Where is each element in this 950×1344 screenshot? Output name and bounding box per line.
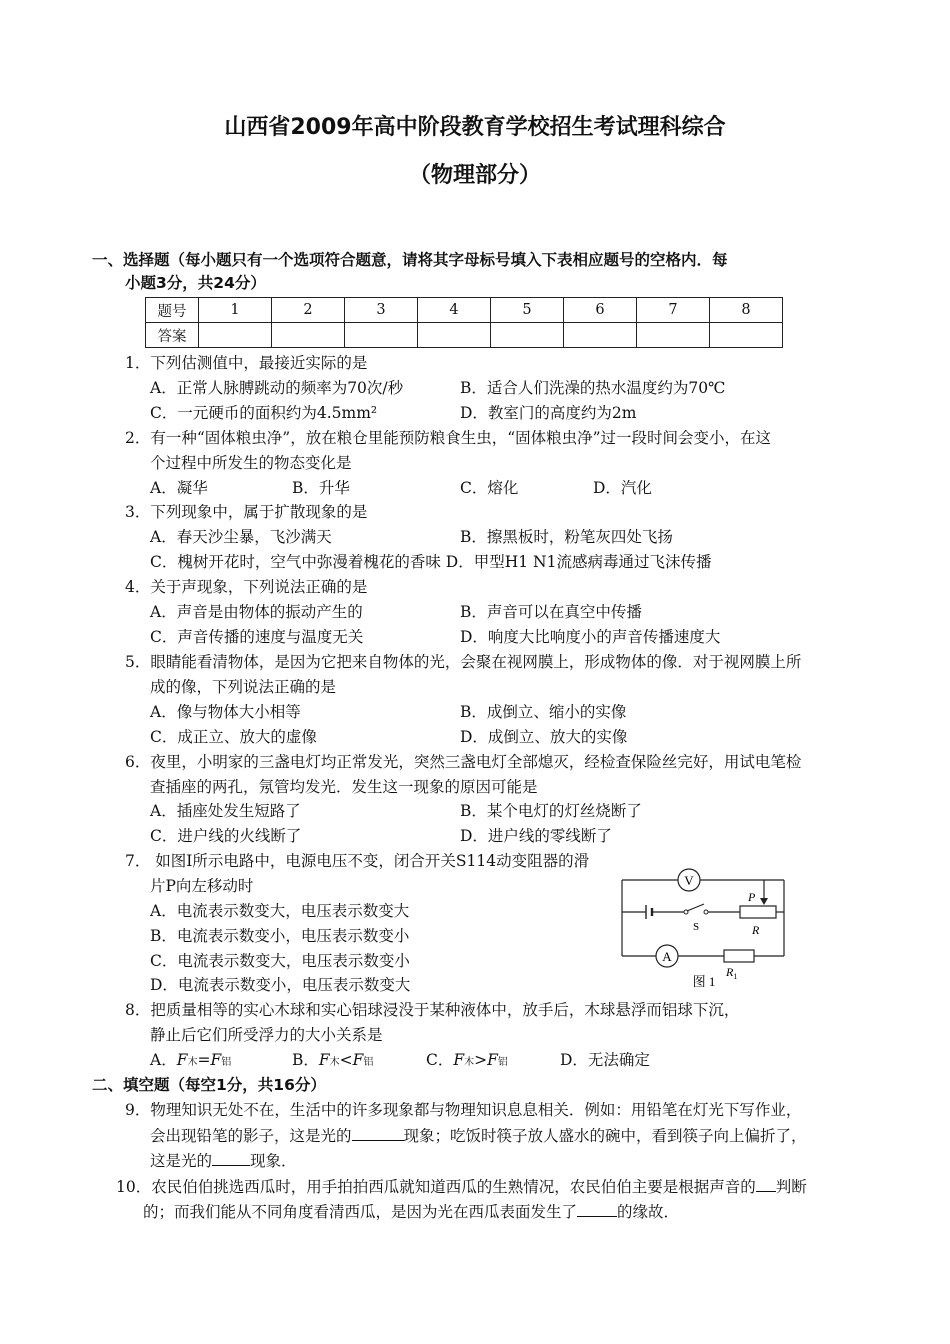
q5-stem-line2: 成的像，下列说法正确的是 <box>150 678 337 696</box>
q3-stem: 3．下列现象中，属于扩散现象的是 <box>125 503 368 521</box>
q7-option-c: C．电流表示数变大，电压表示数变小 <box>150 952 410 970</box>
page-title: 山西省2009年高中阶段教育学校招生考试理科综合 <box>224 115 726 140</box>
q5-option-a: A．像与物体大小相等 <box>150 703 301 721</box>
fill-blank[interactable] <box>352 1124 404 1141</box>
q2-stem-line2: 个过程中所发生的物态变化是 <box>150 454 352 472</box>
slider-arrow-icon <box>760 898 768 905</box>
table-header-cell: 答案 <box>146 323 199 348</box>
q2-stem-line1: 2．有一种“固体粮虫净”，放在粮仓里能预防粮食生虫，“固体粮虫净”过一段时间会变小，在这 <box>125 429 772 447</box>
q7-stem-line2: 片P向左移动时 <box>150 877 254 895</box>
section1-heading-line1: 一、选择题（每小题只有一个选项符合题意，请将其字母标号填入下表相应题号的空格内．每 <box>92 251 728 269</box>
question-number-cell: 8 <box>710 298 783 323</box>
question-number-cell: 1 <box>199 298 272 323</box>
q7-option-d: D．电流表示数变小，电压表示数变大 <box>150 976 411 994</box>
answer-table-answer-row <box>146 323 783 348</box>
rheostat-label: R <box>752 923 760 937</box>
question-number-cell: 5 <box>491 298 564 323</box>
q3-option-b: B．擦黑板时，粉笔灰四处飞扬 <box>460 528 673 546</box>
q4-stem: 4．关于声现象，下列说法正确的是 <box>125 578 368 596</box>
q6-option-a: A．插座处发生短路了 <box>150 802 301 820</box>
switch-label: S <box>692 921 700 933</box>
question-number-cell: 6 <box>564 298 637 323</box>
answer-cell[interactable] <box>637 323 710 348</box>
q6-option-b: B．某个电灯的灯丝烧断了 <box>460 802 642 820</box>
question-number-cell: 7 <box>637 298 710 323</box>
q6-stem-line1: 6．夜里，小明家的三盏电灯均正常发光，突然三盏电灯全部熄灭，经检查保险丝完好，用试电笔检 <box>125 753 802 771</box>
switch-icon <box>687 904 704 911</box>
answer-cell[interactable] <box>199 323 272 348</box>
q2-option-b: B．升华 <box>292 479 350 497</box>
q4-option-a: A．声音是由物体的振动产生的 <box>150 603 363 621</box>
circuit-diagram <box>618 868 790 992</box>
table-header-cell: 题号 <box>146 298 199 323</box>
answer-table <box>145 297 783 348</box>
page-subtitle: （物理部分） <box>408 163 541 188</box>
question-number-cell: 2 <box>272 298 345 323</box>
voltmeter-label: V <box>684 873 694 888</box>
q2-option-d: D．汽化 <box>593 479 652 497</box>
answer-table-number-row <box>146 298 783 323</box>
q10-line2: 的；而我们能从不同角度看清西瓜，是因为光在西瓜表面发生了 的缘故． <box>143 1200 679 1223</box>
answer-cell[interactable] <box>491 323 564 348</box>
q1-stem: 1．下列估测值中，最接近实际的是 <box>125 354 368 372</box>
q4-option-d: D．响度大比响度小的声音传播速度大 <box>460 628 721 646</box>
answer-cell[interactable] <box>345 323 418 348</box>
q9-line2: 会出现铅笔的影子，这是光的 现象；吃饭时筷子放人盛水的碗中，看到筷子向上偏折了， <box>150 1124 807 1147</box>
q5-option-d: D．成倒立、放大的实像 <box>460 728 628 746</box>
q1-option-c: C．一元硬币的面积约为4.5mm² <box>150 404 378 422</box>
answer-cell[interactable] <box>418 323 491 348</box>
fill-blank[interactable] <box>577 1200 617 1217</box>
section2-heading: 二、填空题（每空1分，共16分） <box>92 1076 326 1094</box>
answer-cell[interactable] <box>710 323 783 348</box>
q8-option-c: C．F木>F铝 <box>426 1051 508 1069</box>
q1-option-d: D．教室门的高度约为2m <box>460 404 637 422</box>
q9-line3: 这是光的 现象． <box>150 1149 297 1172</box>
slider-label: P <box>748 890 756 904</box>
q8-stem-line1: 8．把质量相等的实心木球和实心铝球浸没于某种液体中，放手后，木球悬浮而铝球下沉， <box>125 1001 740 1019</box>
fill-blank[interactable] <box>212 1149 250 1166</box>
q9-line1: 9．物理知识无处不在，生活中的许多现象都与物理知识息息相关．例如：用铅笔在灯光下写作业， <box>125 1101 802 1119</box>
q2-option-a: A．凝华 <box>150 479 208 497</box>
section1-heading-line2: 小题3分，共24分） <box>125 274 266 292</box>
rheostat-icon <box>740 906 776 918</box>
resistor-label: $R_1$ <box>726 965 738 981</box>
q2-option-c: C．熔化 <box>460 479 519 497</box>
q5-option-b: B．成倒立、缩小的实像 <box>460 703 627 721</box>
q4-option-c: C．声音传播的速度与温度无关 <box>150 628 364 646</box>
q1-option-a: A．正常人脉膊跳动的频率为70次/秒 <box>150 379 404 397</box>
q3-option-a: A．春天沙尘暴，飞沙满天 <box>150 528 332 546</box>
answer-cell[interactable] <box>272 323 345 348</box>
q5-stem-line1: 5．眼睛能看清物体，是因为它把来自物体的光，会聚在视网膜上，形成物体的像．对于视网膜上所 <box>125 653 802 671</box>
answer-cell[interactable] <box>564 323 637 348</box>
switch-icon <box>704 910 708 914</box>
ammeter-label: A <box>662 949 672 964</box>
q7-option-b: B．电流表示数变小，电压表示数变小 <box>150 927 410 945</box>
q8-stem-line2: 静止后它们所受浮力的大小关系是 <box>150 1026 383 1044</box>
q3-option-cd: C．槐树开花时，空气中弥漫着槐花的香味 D．甲型H1 N1流感病毒通过飞沫传播 <box>150 553 712 571</box>
question-number-cell: 3 <box>345 298 418 323</box>
q6-option-d: D．进户线的零线断了 <box>460 827 612 845</box>
figure-caption: 图 1 <box>692 974 716 989</box>
question-number-cell: 4 <box>418 298 491 323</box>
fill-blank[interactable] <box>756 1175 776 1192</box>
q10-line1: 10．农民伯伯挑选西瓜时，用手拍拍西瓜就知道西瓜的生熟情况，农民伯伯主要是根据声音的 判断 <box>116 1175 807 1198</box>
q8-option-a: A．F木=F铝 <box>150 1051 232 1069</box>
q7-stem-line1: 7． 如图I所示电路中，电源电压不变，闭合开关S114动变阻器的滑 <box>125 852 590 870</box>
q5-option-c: C．成正立、放大的虚像 <box>150 728 317 746</box>
q1-option-b: B．适合人们洗澡的热水温度约为70℃ <box>460 379 726 397</box>
q6-option-c: C．进户线的火线断了 <box>150 827 302 845</box>
q6-stem-line2: 查插座的两孔，氖管均发光．发生这一现象的原因可能是 <box>150 778 538 796</box>
q7-option-a: A．电流表示数变大，电压表示数变大 <box>150 902 410 920</box>
q8-option-d: D．无法确定 <box>560 1051 650 1069</box>
resistor-icon <box>724 950 754 962</box>
q8-option-b: B．F木<F铝 <box>292 1051 374 1069</box>
q4-option-b: B．声音可以在真空中传播 <box>460 603 642 621</box>
